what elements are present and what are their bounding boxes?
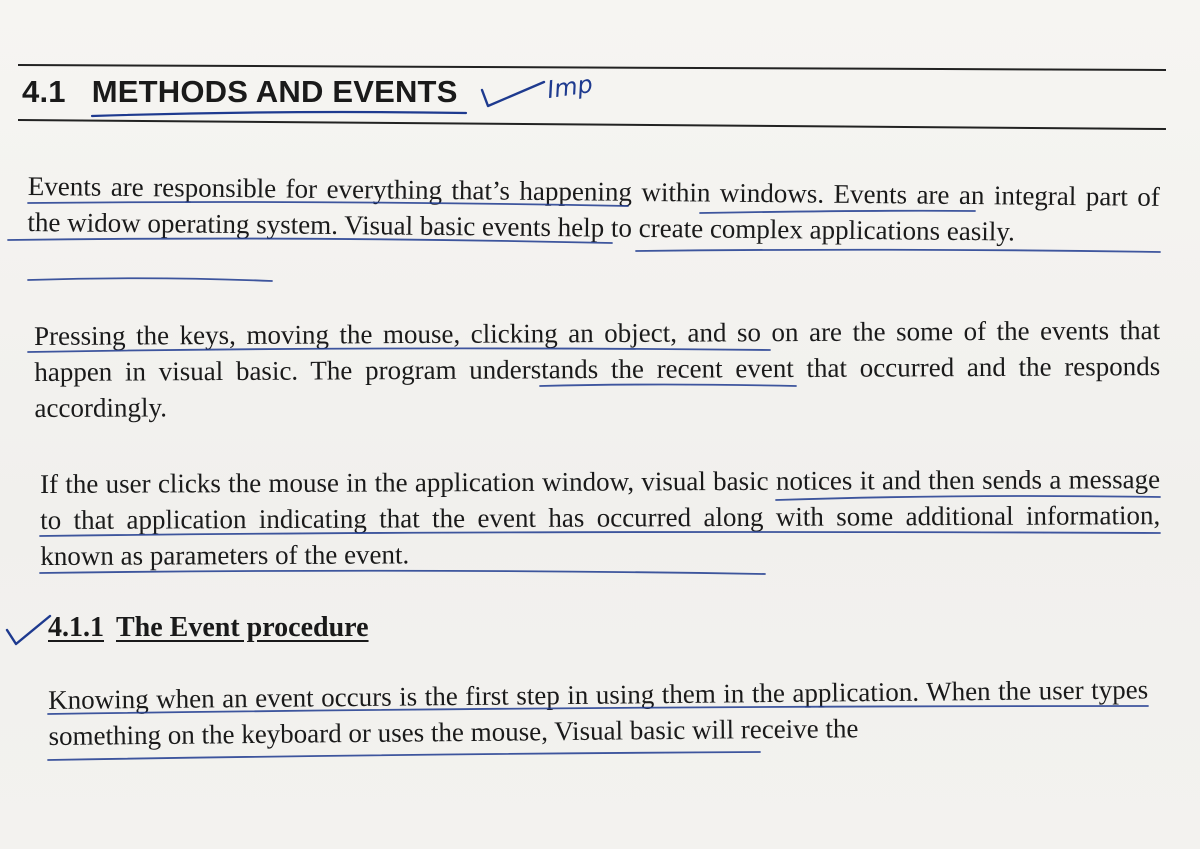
handwritten-imp-note: Imp <box>545 69 595 105</box>
paragraph-1: Events are responsible for everything that’s happening within windows. Events are an integral part of the widow operating system. Visual basic events help to create complex applications easily. <box>27 170 1160 247</box>
subsection-number: 4.1.1 <box>48 612 104 643</box>
subsection-checkmark-icon <box>4 612 54 648</box>
checkmark-icon <box>478 76 550 112</box>
subsection-title: The Event procedure <box>116 612 369 643</box>
header-top-rule <box>18 64 1166 71</box>
section-number: 4.1 <box>22 74 66 109</box>
header-bottom-rule <box>18 119 1166 130</box>
paragraph-4: Knowing when an event occurs is the first step in using them in the application. When the user types something on the keyboard or uses the mouse, Visual basic will receive the <box>48 674 1149 751</box>
subsection-heading <box>48 612 369 644</box>
section-heading <box>22 74 458 110</box>
paragraph-3: If the user clicks the mouse in the application window, visual basic notices it and then sends a message to that application indicating that the event has occurred along with some additional information, known as parameters of the event. <box>40 464 1161 571</box>
section-title: METHODS AND EVENTS <box>91 74 458 109</box>
paragraph-2: Pressing the keys, moving the mouse, clicking an object, and so on are the some of the events that happen in visual basic. The program understands the recent event that occurred and the responds accordingly. <box>34 315 1161 423</box>
